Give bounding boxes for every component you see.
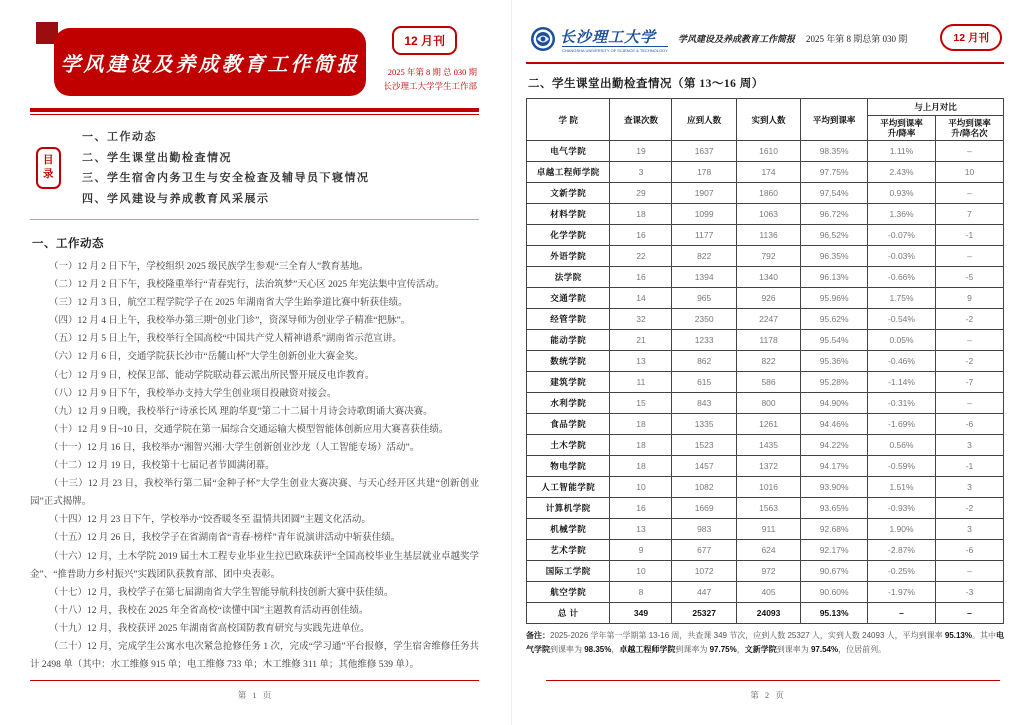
issue-badge: 12 月刊 [940, 24, 1002, 51]
table-row [527, 477, 1004, 498]
value-cell: 3 [935, 519, 1003, 540]
double-rule [30, 108, 479, 115]
footer-rule [30, 680, 479, 682]
college-name-cell: 文新学院 [527, 183, 610, 204]
work-item: （十六）12 月，土木学院 2019 届土木工程专业毕业生拉巴欧珠获评“全国高校毕业生基层就业卓越奖学金”、“推普助力乡村振兴”实践团队获教育部、团中央表彰。 [30, 551, 479, 580]
toc-item: 一、工作动态 [82, 131, 157, 143]
note-segment: 到课率为 [675, 645, 710, 654]
table-row [527, 309, 1004, 330]
value-cell: 13 [610, 519, 672, 540]
table-row [527, 288, 1004, 309]
college-name-cell: 电气学院 [527, 141, 610, 162]
note-segment: 。其中 [972, 631, 997, 640]
value-cell: 16 [610, 498, 672, 519]
value-cell: 95.54% [801, 330, 868, 351]
work-item: （十）12 月 9 日~10 日，交通学院在第一届综合交通运输大模型智能体创新应用大赛喜获佳绩。 [49, 424, 449, 435]
value-cell: 92.68% [801, 519, 868, 540]
value-cell: -2 [935, 351, 1003, 372]
table-header-row [527, 99, 1004, 116]
value-cell: 843 [672, 393, 736, 414]
section-title-attendance: 二、学生课堂出勤检查情况（第 13～16 周） [528, 78, 764, 90]
value-cell: – [935, 141, 1003, 162]
college-name-cell: 水利学院 [527, 393, 610, 414]
value-cell: 15 [610, 393, 672, 414]
value-cell: 1335 [672, 414, 736, 435]
college-name-cell: 外语学院 [527, 246, 610, 267]
value-cell: 0.05% [868, 330, 936, 351]
value-cell: 447 [672, 582, 736, 603]
toc-item: 四、学风建设与养成教育风采展示 [82, 192, 270, 205]
table-total-row [527, 603, 1004, 624]
college-name-cell: 能动学院 [527, 330, 610, 351]
value-cell: 1563 [736, 498, 800, 519]
value-cell: 11 [610, 372, 672, 393]
note-segment: 到课率为 [776, 645, 811, 654]
college-name-cell: 国际工学院 [527, 561, 610, 582]
toc-divider [30, 219, 479, 220]
value-cell: 94.46% [801, 414, 868, 435]
value-cell: 3 [935, 477, 1003, 498]
table-row [527, 141, 1004, 162]
issue-info: 2025 年第 8 期 总 030 期 [387, 67, 477, 77]
university-name: 长沙理工大学 [560, 30, 657, 46]
value-cell: 1.36% [868, 204, 936, 225]
table-row [527, 351, 1004, 372]
value-cell: 1610 [736, 141, 800, 162]
value-cell: -2 [935, 309, 1003, 330]
toc-label-char: 目 [43, 155, 54, 166]
col-header-college: 学 院 [527, 99, 610, 141]
value-cell: 1637 [672, 141, 736, 162]
value-cell: 1340 [736, 267, 800, 288]
college-name-cell: 计算机学院 [527, 498, 610, 519]
value-cell: 96.35% [801, 246, 868, 267]
value-cell: -0.03% [868, 246, 936, 267]
header-rule [526, 62, 1004, 64]
value-cell: 178 [672, 162, 736, 183]
table-row [527, 561, 1004, 582]
value-cell: 349 [610, 603, 672, 624]
value-cell: 1178 [736, 330, 800, 351]
note-segment: 95.13% [944, 631, 972, 640]
value-cell: 822 [736, 351, 800, 372]
value-cell: -3 [935, 582, 1003, 603]
value-cell: 1457 [672, 456, 736, 477]
note-segment: 备注： [526, 631, 551, 640]
table-row [527, 456, 1004, 477]
value-cell: 95.62% [801, 309, 868, 330]
value-cell: 9 [610, 540, 672, 561]
note-segment: 电气学院 [526, 631, 1005, 654]
value-cell: -2.87% [868, 540, 936, 561]
table-row [527, 204, 1004, 225]
value-cell: 1523 [672, 435, 736, 456]
value-cell: 96.52% [801, 225, 868, 246]
section-title-work: 一、工作动态 [32, 238, 104, 250]
issue-badge: 12 月刊 [392, 26, 457, 55]
col-header-expected: 应到人数 [672, 99, 736, 141]
work-item: （十三）12 月 23 日，我校举行第二届“金种子杯”大学生创业大赛决赛、与天心经开区共建“创新创业园”正式揭牌。 [30, 479, 479, 508]
value-cell: 0.93% [868, 183, 936, 204]
work-item: （十七）12 月，我校学子在第七届湖南省大学生智能导航科技创新大赛中获佳绩。 [49, 587, 394, 598]
college-name-cell: 机械学院 [527, 519, 610, 540]
note-segment: ， [611, 645, 620, 654]
value-cell: 93.65% [801, 498, 868, 519]
value-cell: 0.56% [868, 435, 936, 456]
value-cell: – [935, 330, 1003, 351]
college-name-cell: 总 计 [527, 603, 610, 624]
page-number: 第 1 页 [237, 690, 274, 700]
value-cell: 1.90% [868, 519, 936, 540]
value-cell: 18 [610, 435, 672, 456]
value-cell: 1136 [736, 225, 800, 246]
value-cell: 96.13% [801, 267, 868, 288]
value-cell: -0.31% [868, 393, 936, 414]
attendance-table [526, 98, 1004, 624]
value-cell: -1.97% [868, 582, 936, 603]
value-cell: 1669 [672, 498, 736, 519]
col-header-rate: 平均到课率 [801, 99, 868, 141]
work-item: （九）12 月 9 日晚，我校举行“诗承长风 理韵华夏”第二十二届十月诗会诗歌朗诵大赛决赛。 [49, 406, 433, 417]
table-row [527, 540, 1004, 561]
value-cell: 965 [672, 288, 736, 309]
value-cell: 18 [610, 414, 672, 435]
masthead-title-box [54, 28, 366, 96]
value-cell: -6 [935, 540, 1003, 561]
college-name-cell: 材料学院 [527, 204, 610, 225]
note-segment: 97.54% [810, 645, 839, 654]
note-segment: 到课率为 [550, 645, 585, 654]
value-cell: 7 [935, 204, 1003, 225]
work-item: （十四）12 月 23 日下午，学校举办“饺香暖冬至 温情共团圆”主题文化活动。 [49, 515, 371, 526]
value-cell: 174 [736, 162, 800, 183]
table-row [527, 267, 1004, 288]
value-cell: 677 [672, 540, 736, 561]
value-cell: 862 [672, 351, 736, 372]
bulletin-title-small: 学风建设及养成教育工作简报 [678, 34, 796, 44]
value-cell: -0.46% [868, 351, 936, 372]
value-cell: -1 [935, 225, 1003, 246]
value-cell: -0.66% [868, 267, 936, 288]
note-segment: 卓越工程师学院 [619, 645, 676, 654]
work-item: （四）12 月 4 日上午，我校举办第三期“创业门诊”，资深导师为创业学子精准“把脉”。 [49, 316, 411, 327]
value-cell: 2247 [736, 309, 800, 330]
toc-label-char: 录 [43, 169, 54, 180]
value-cell: 95.28% [801, 372, 868, 393]
col-header-rate-change: 平均到课率 升/降率 [868, 116, 936, 141]
table-row [527, 435, 1004, 456]
value-cell: -1 [935, 456, 1003, 477]
toc-item: 二、学生课堂出勤检查情况 [82, 151, 232, 164]
value-cell: 95.96% [801, 288, 868, 309]
value-cell: -5 [935, 267, 1003, 288]
value-cell: 10 [610, 477, 672, 498]
value-cell: 13 [610, 351, 672, 372]
toc-label [36, 147, 61, 189]
value-cell: 926 [736, 288, 800, 309]
table-row [527, 162, 1004, 183]
work-item: （十五）12 月 26 日，我校学子在省湖南省“青春·榜样”青年说演讲活动中斩获佳绩。 [49, 533, 401, 544]
value-cell: 586 [736, 372, 800, 393]
value-cell: 98.35% [801, 141, 868, 162]
value-cell: 94.17% [801, 456, 868, 477]
college-name-cell: 法学院 [527, 267, 610, 288]
issue-info: 2025 年第 8 期总第 030 期 [806, 34, 908, 44]
college-name-cell: 化学学院 [527, 225, 610, 246]
value-cell: 822 [672, 246, 736, 267]
value-cell: 8 [610, 582, 672, 603]
college-name-cell: 人工智能学院 [527, 477, 610, 498]
value-cell: 1435 [736, 435, 800, 456]
col-header-actual: 实到人数 [736, 99, 800, 141]
page-number: 第 2 页 [750, 690, 786, 700]
value-cell: 983 [672, 519, 736, 540]
work-item: （一）12 月 2 日下午，学校组织 2025 级民族学生参观“三全育人”教育基地。 [49, 262, 369, 272]
table-row [527, 330, 1004, 351]
value-cell: 25327 [672, 603, 736, 624]
value-cell: 1372 [736, 456, 800, 477]
value-cell: -0.25% [868, 561, 936, 582]
value-cell: 1099 [672, 204, 736, 225]
work-item: （五）12 月 5 日上午，我校举行全国高校“中国共产党人精神谱系”湖南省示范宣讲。 [49, 334, 402, 345]
value-cell: 1063 [736, 204, 800, 225]
value-cell: 96.72% [801, 204, 868, 225]
note-segment: 97.75% [709, 645, 737, 654]
value-cell: – [935, 393, 1003, 414]
value-cell: 24093 [736, 603, 800, 624]
value-cell: 97.75% [801, 162, 868, 183]
table-row [527, 183, 1004, 204]
table-of-contents [30, 125, 479, 213]
value-cell: 1177 [672, 225, 736, 246]
value-cell: 1.75% [868, 288, 936, 309]
value-cell: 22 [610, 246, 672, 267]
value-cell: 16 [610, 267, 672, 288]
work-item: （八）12 月 9 日下午，我校举办支持大学生创业项目投融资对接会。 [49, 388, 337, 399]
value-cell: 9 [935, 288, 1003, 309]
table-row [527, 393, 1004, 414]
table-row [527, 225, 1004, 246]
college-name-cell: 土木学院 [527, 435, 610, 456]
table-row [527, 582, 1004, 603]
value-cell: -1.69% [868, 414, 936, 435]
note-segment: ，位居前列。 [838, 645, 887, 654]
work-item: （十二）12 月 19 日，我校第十七届记者节圆满闭幕。 [49, 461, 275, 472]
work-item: （七）12 月 9 日，校保卫部、能动学院联动暮云派出所民警开展反电诈教育。 [49, 370, 375, 381]
college-name-cell: 经管学院 [527, 309, 610, 330]
value-cell: 624 [736, 540, 800, 561]
table-note [526, 629, 1004, 657]
value-cell: – [935, 183, 1003, 204]
page-2 [512, 0, 1024, 725]
toc-item: 三、学生宿舍内务卫生与安全检查及辅导员下寝情况 [82, 172, 370, 184]
table-row [527, 498, 1004, 519]
value-cell: 3 [610, 162, 672, 183]
value-cell: 94.90% [801, 393, 868, 414]
value-cell: 95.13% [801, 603, 868, 624]
value-cell: 800 [736, 393, 800, 414]
value-cell: 2.43% [868, 162, 936, 183]
college-name-cell: 交通学院 [527, 288, 610, 309]
value-cell: -0.93% [868, 498, 936, 519]
value-cell: 1072 [672, 561, 736, 582]
college-name-cell: 食品学院 [527, 414, 610, 435]
value-cell: 1261 [736, 414, 800, 435]
work-item: （二十）12 月，完成学生公寓水电次紧急抢修任务 1 次，完成“学习通”平台报修，学生宿舍维修任务共计 2498 单（其中：水工维修 915 单；电工维修 733 单；木工维修 311 单；其他维修 539 单）。 [30, 641, 479, 671]
note-segment: 文新学院 [744, 645, 777, 654]
work-item: （三）12 月 3 日，航空工程学院学子在 2025 年湖南省大学生跆拳道比赛中斩获佳绩。 [49, 298, 408, 309]
value-cell: 615 [672, 372, 736, 393]
publisher: 长沙理工大学学生工作部 [383, 81, 477, 91]
value-cell: 29 [610, 183, 672, 204]
value-cell: – [935, 561, 1003, 582]
value-cell: 10 [935, 162, 1003, 183]
value-cell: 19 [610, 141, 672, 162]
value-cell: 97.54% [801, 183, 868, 204]
college-name-cell: 航空学院 [527, 582, 610, 603]
col-header-rank-change: 平均到课率 升/降名次 [935, 116, 1003, 141]
value-cell: 972 [736, 561, 800, 582]
value-cell: 1.51% [868, 477, 936, 498]
value-cell: 10 [610, 561, 672, 582]
table-row [527, 246, 1004, 267]
table-row [527, 372, 1004, 393]
value-cell: 18 [610, 204, 672, 225]
work-items-list [30, 258, 479, 674]
value-cell: -6 [935, 414, 1003, 435]
value-cell: 94.22% [801, 435, 868, 456]
value-cell: 95.36% [801, 351, 868, 372]
work-item: （十九）12 月，我校获评 2025 年湖南省高校国防教育研究与实践先进单位。 [49, 623, 370, 634]
value-cell: -2 [935, 498, 1003, 519]
value-cell: 93.90% [801, 477, 868, 498]
work-item: （十一）12 月 16 日，我校举办“湘智兴湘·大学生创新创业沙龙（人工智能专场）活动”。 [49, 442, 420, 453]
college-name-cell: 建筑学院 [527, 372, 610, 393]
work-item: （二）12 月 2 日下午，我校隆重举行“青春宪行，法治筑梦”天心区 2025 年宪法集中宣传活动。 [49, 280, 445, 291]
value-cell: 1860 [736, 183, 800, 204]
value-cell: 14 [610, 288, 672, 309]
value-cell: 1907 [672, 183, 736, 204]
value-cell: -0.59% [868, 456, 936, 477]
note-segment: 98.35% [584, 645, 612, 654]
value-cell: 21 [610, 330, 672, 351]
col-header-compare: 与上月对比 [868, 99, 1004, 116]
work-item: （六）12 月 6 日，交通学院获长沙市“岳麓山杯”大学生创新创业大赛金奖。 [49, 352, 364, 363]
value-cell: 1082 [672, 477, 736, 498]
university-logo-icon [530, 26, 556, 52]
value-cell: 911 [736, 519, 800, 540]
work-item: （十八）12 月，我校在 2025 年全省高校“读懂中国”主题教育活动再创佳绩。 [49, 605, 369, 616]
value-cell: 1233 [672, 330, 736, 351]
value-cell: – [935, 603, 1003, 624]
value-cell: 2350 [672, 309, 736, 330]
note-segment: ， [736, 645, 745, 654]
bulletin-title: 学风建设及养成教育工作简报 [60, 53, 360, 76]
value-cell: -0.54% [868, 309, 936, 330]
col-header-checks: 查课次数 [610, 99, 672, 141]
college-name-cell: 卓越工程师学院 [527, 162, 610, 183]
college-name-cell: 数统学院 [527, 351, 610, 372]
value-cell: 92.17% [801, 540, 868, 561]
value-cell: 1394 [672, 267, 736, 288]
value-cell: 3 [935, 435, 1003, 456]
value-cell: 32 [610, 309, 672, 330]
value-cell: -7 [935, 372, 1003, 393]
page2-header [526, 24, 1004, 62]
value-cell: -0.07% [868, 225, 936, 246]
value-cell: 18 [610, 456, 672, 477]
college-name-cell: 艺术学院 [527, 540, 610, 561]
value-cell: 405 [736, 582, 800, 603]
value-cell: – [868, 603, 936, 624]
value-cell: 90.60% [801, 582, 868, 603]
note-segment: 2025-2026 学年第一学期第 13-16 周，共查课 349 节次，应到人数 25327 人，实到人数 24093 人，平均到课率 [550, 631, 945, 640]
value-cell: 792 [736, 246, 800, 267]
masthead [30, 22, 479, 104]
university-name-en: CHANGSHA UNIVERSITY OF SCIENCE & TECHNOLOGY [562, 48, 668, 53]
value-cell: 90.67% [801, 561, 868, 582]
college-name-cell: 物电学院 [527, 456, 610, 477]
table-row [527, 414, 1004, 435]
table-row [527, 519, 1004, 540]
footer-rule [546, 680, 1000, 682]
value-cell: 1.11% [868, 141, 936, 162]
value-cell: – [935, 246, 1003, 267]
value-cell: -1.14% [868, 372, 936, 393]
value-cell: 16 [610, 225, 672, 246]
value-cell: 1016 [736, 477, 800, 498]
